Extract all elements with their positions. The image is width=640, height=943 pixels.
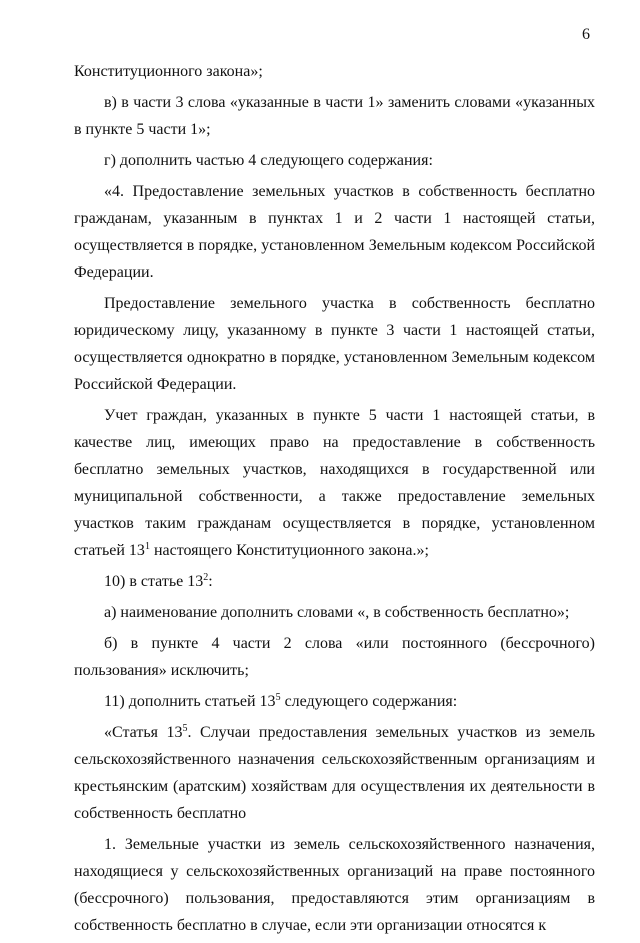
paragraph-article-heading [74,719,595,827]
paragraph-text: «Статья 13 [104,724,183,741]
paragraph-text: Учет граждан, указанных в пункте 5 части 1 настоящей статьи, в качестве лиц, имеющих право на предоставление в собственность бесплатно земельных участков, находящихся в государственной или муниципальной собственности, а также предоставление земельных участков таким гражданам осуществляется в порядке, установленном статьей 13 [74,407,595,559]
page-number: 6 [582,26,590,43]
paragraph-item-g: г) дополнить частью 4 следующего содержания: [104,152,433,169]
paragraph-item-10 [74,568,595,595]
superscript: 5 [275,692,281,703]
paragraph-citizen-registration [74,402,595,564]
paragraph-item-a: а) наименование дополнить словами «, в собственность бесплатно»; [104,604,570,621]
superscript: 2 [203,572,209,583]
superscript: 1 [144,541,150,552]
paragraph-text: 11) дополнить статьей 13 [104,693,276,710]
paragraph-article-part-1: 1. Земельные участки из земель сельскохозяйственного назначения, находящиеся у сельскохозяйственных организаций на праве постоянного (бессрочного) пользования, предоставляются этим организациям в собственность бесплатно в случае, если эти организации относятся к [74,836,595,934]
paragraph-item-v: в) в части 3 слова «указанные в части 1» заменить словами «указанных в пункте 5 части 1»; [74,94,595,138]
paragraph-text: 10) в статье 13 [104,573,204,590]
paragraph-part-4: «4. Предоставление земельных участков в собственность бесплатно гражданам, указанным в пунктах 1 и 2 части 1 настоящей статьи, осуществляется в порядке, установленном Земельным кодексом Российской Федерации. [74,183,595,281]
paragraph-item-11 [74,688,595,715]
document-body [74,58,595,943]
paragraph-legal-entity: Предоставление земельного участка в собственность бесплатно юридическому лицу, указанному в пункте 3 части 1 настоящей статьи, осуществляется однократно в порядке, установленном Земельным кодексом Российской Федерации. [74,295,595,393]
paragraph-text: . Случаи предоставления земельных участков из земель сельскохозяйственного назначения сельскохозяйственным организациям и крестьянским (аратским) хозяйствам для осуществления их деятельности в собственность бесплатно [74,724,596,822]
superscript: 5 [182,723,188,734]
paragraph-item-b: б) в пункте 4 части 2 слова «или постоянного (бессрочного) пользования» исключить; [74,635,595,679]
paragraph-text: следующего содержания: [280,693,458,710]
paragraph-text: настоящего Конституционного закона.»; [149,542,429,559]
paragraph-continuation: Конституционного закона»; [74,63,263,80]
paragraph-text: : [208,573,213,590]
